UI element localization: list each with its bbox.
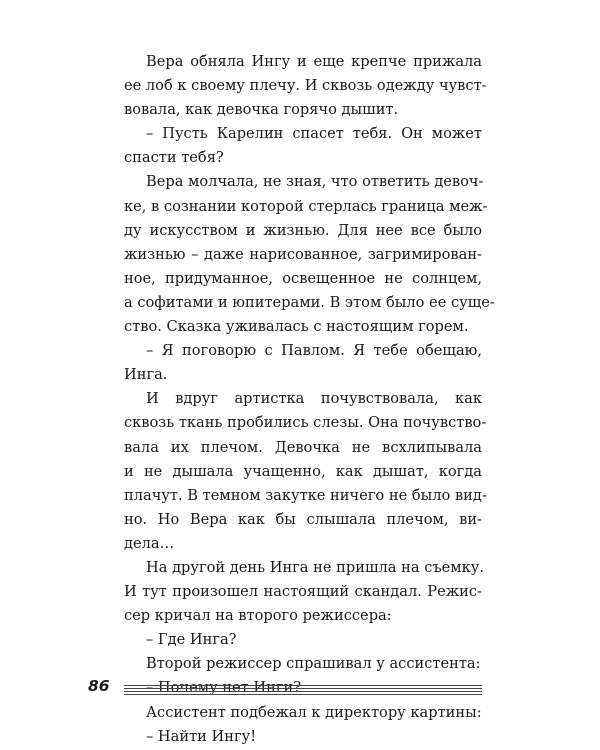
text-line: – Где Инга? <box>146 631 237 649</box>
text-line: но. Но Вера как бы слышала плечом, ви- <box>124 510 482 528</box>
text-line: плачут. В темном закутке ничего не было вид- <box>124 486 487 504</box>
text-line: ее лоб к своему плечу. И сквозь одежду чувст- <box>124 77 487 95</box>
text-line: Второй режиссер спрашивал у ассистента: <box>146 655 481 673</box>
text-line: И вдруг артистка почувствовала, как <box>146 390 482 408</box>
text-line: сквозь ткань пробились слезы. Она почувство- <box>124 414 487 432</box>
page-body-text <box>124 50 495 749</box>
text-line: и не дышала учащенно, как дышат, когда <box>124 462 482 480</box>
page-footer <box>88 676 482 696</box>
text-line: И тут произошел настоящий скандал. Режис- <box>124 583 482 601</box>
text-line: дела… <box>124 534 175 552</box>
text-line: Вера обняла Ингу и еще крепче прижала <box>146 53 482 70</box>
text-line: вала их плечом. Девочка не всхлипывала <box>124 438 482 456</box>
text-line: ное, придуманное, освещенное не солнцем, <box>124 269 482 287</box>
text-line: Инга. <box>124 366 168 384</box>
text-line: ду искусством и жизнью. Для нее все было <box>124 221 482 239</box>
text-line: жизнью – даже нарисованное, загримирован- <box>124 245 482 263</box>
text-line: Вера молчала, не зная, что ответить девоч- <box>146 173 484 191</box>
text-line: спасти тебя? <box>124 149 224 167</box>
text-line: – Пусть Карелин спасет тебя. Он может <box>146 125 482 143</box>
page-number: 86 <box>88 677 110 695</box>
text-line: ке, в сознании которой стерлась граница меж- <box>124 197 488 215</box>
footer-rule-line <box>124 685 482 686</box>
footer-rule-line <box>124 688 482 689</box>
text-line: – Я поговорю с Павлом. Я тебе обещаю, <box>146 342 482 360</box>
text-line: сер кричал на второго режиссера: <box>124 607 392 625</box>
footer-rule-line <box>124 691 482 692</box>
text-line: – Найти Ингу! <box>146 727 257 745</box>
text-line: На другой день Инга не пришла на съемку. <box>146 558 484 576</box>
footer-rule-line <box>124 694 482 695</box>
text-line: вовала, как девочка горячо дышит. <box>124 101 399 119</box>
text-line: Ассистент подбежал к директору картины: <box>146 703 482 721</box>
text-line: а софитами и юпитерами. В этом было ее суще- <box>124 293 495 311</box>
text-line: ство. Сказка уживалась с настоящим горем. <box>124 318 469 336</box>
footer-rule <box>124 685 482 697</box>
